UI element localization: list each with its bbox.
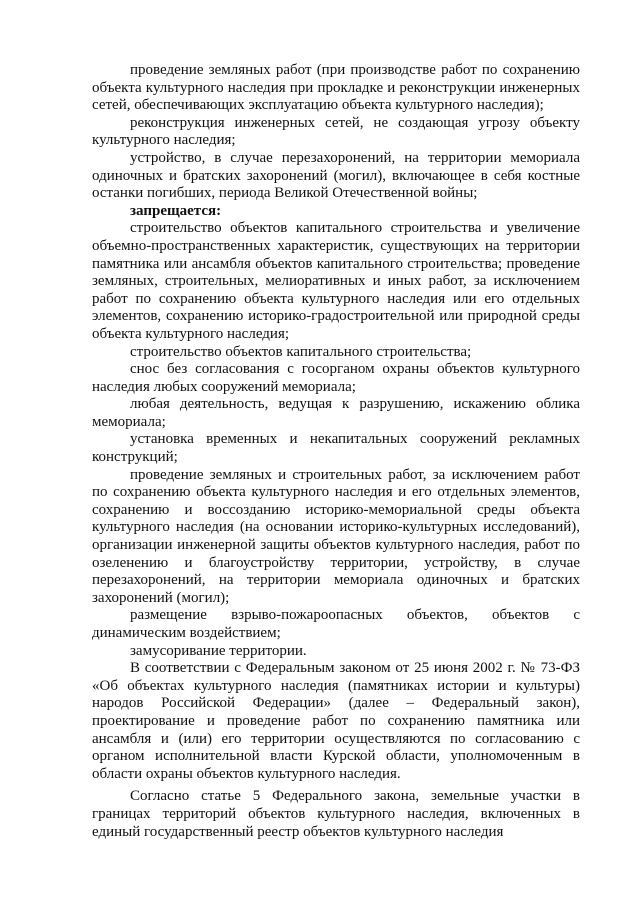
paragraph-hazardous-objects: размещение взрыво-пожароопасных объектов, объектов с динамическим воздействием; (92, 607, 580, 641)
paragraph-destruction: любая деятельность, ведущая к разрушению, искажению облика мемориала; (92, 396, 580, 430)
paragraph-littering: замусоривание территории. (130, 642, 307, 659)
paragraph-earthworks-permitted: проведение земляных работ (при производстве работ по сохранению объекта культурного наследия при прокладке и реконструкции инженерных сетей, обеспечивающих эксплуатацию объекта культурного наследия); (92, 62, 580, 114)
paragraph-article-5: Согласно статье 5 Федерального закона, земельные участки в границах территорий объектов культурного наследия, включенных в единый государственный реестр объектов культурного наследия (92, 788, 580, 840)
paragraph-engineering-networks: реконструкция инженерных сетей, не создающая угрозу объекту культурного наследия; (92, 114, 580, 149)
paragraph-reburials: устройство, в случае перезахоронений, на территории мемориала одиночных и братских захоронений (могил), включающее в себя костные останки погибших, периода Великой Отечественной войны; (92, 149, 580, 202)
heading-prohibited: запрещается: (130, 202, 222, 219)
document-page (92, 62, 580, 841)
paragraph-earthworks-prohibited: проведение земляных и строительных работ, за исключением работ по сохранению объекта культурного наследия и его отдельных элементов, сохранению и воссозданию историко-мемориальной среды объекта культурного наследия (на основании историко-культурных исследований), организации инженерной защиты объектов культурного наследия, работ по озеленению и благоустройству территории, устройству, в случае перезахоронений, на территории мемориала одиночных и братских захоронений (могил); (92, 466, 580, 606)
paragraph-demolition: снос без согласования с госорганом охраны объектов культурного наследия любых сооружений мемориала; (92, 361, 580, 395)
paragraph-construction-objects: строительство объектов капитального строительства; (130, 343, 472, 360)
paragraph-capital-construction: строительство объектов капитального строительства и увеличение объемно-пространственных характеристик, существующих на территории памятника или ансамбля объектов капитального строительства; проведение земляных, строительных, мелиоративных и иных работ, за исключением работ по сохранению объекта культурного наследия или его отдельных элементов, сохранению историко-градостроительной или природной среды объекта культурного наследия; (92, 220, 580, 342)
paragraph-advertising: установка временных и некапитальных сооружений рекламных конструкций; (92, 431, 580, 466)
paragraph-federal-law: В соответствии с Федеральным законом от 25 июня 2002 г. № 73-ФЗ «Об объектах культурного наследия (памятниках истории и культуры) народов Российской Федерации» (далее – Федеральный закон), проектирование и проведение работ по сохранению памятника или ансамбля и (или) его территории осуществляются по согласованию с органом исполнительной власти Курской области, уполномоченным в области охраны объектов культурного наследия. (92, 660, 580, 782)
